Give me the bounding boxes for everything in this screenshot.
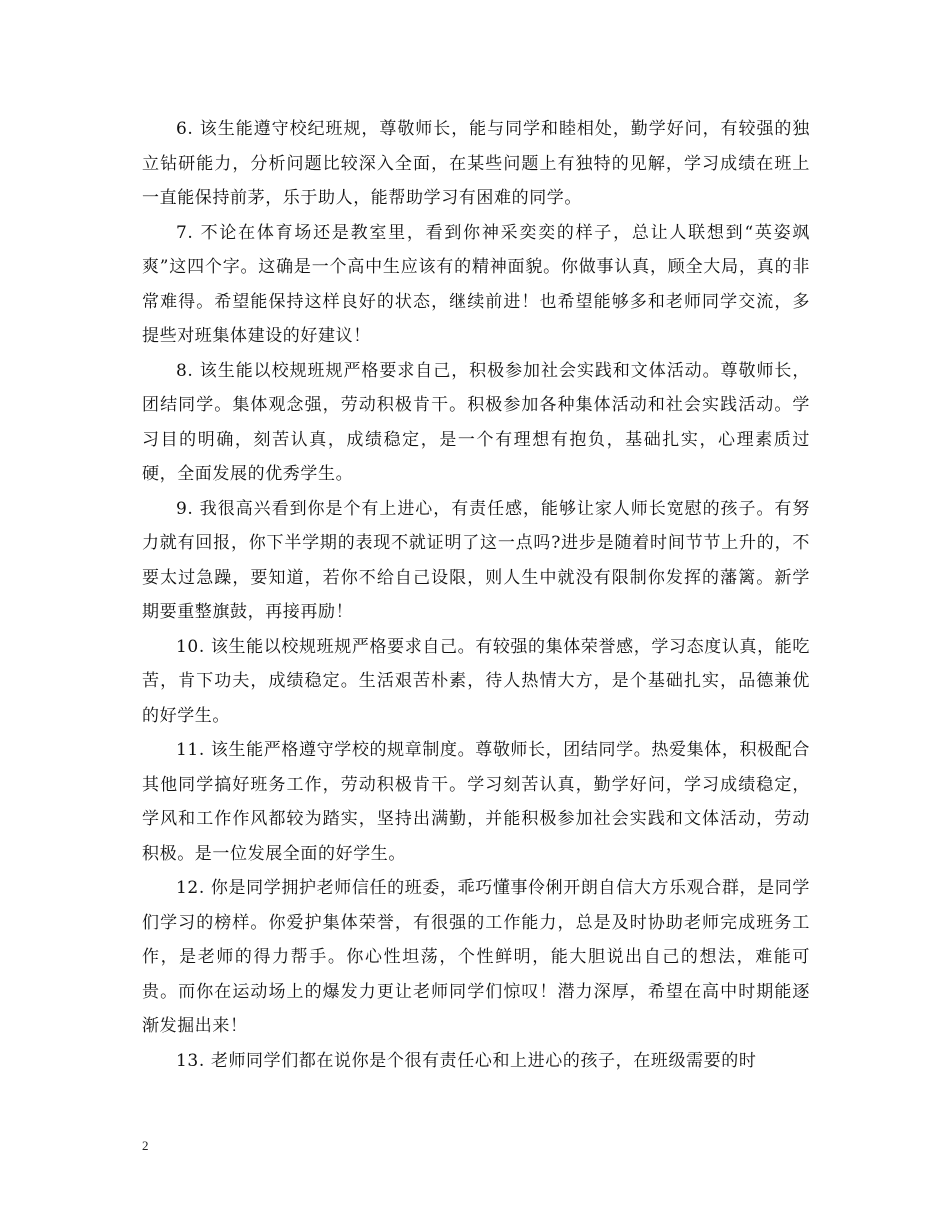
paragraph-10: 10. 该生能以校规班规严格要求自己。有较强的集体荣誉感，学习态度认真，能吃苦，肯下功夫，成绩稳定。生活艰苦朴素，待人热情大方，是个基础扎实，品德兼优的好学生。	[142, 636, 810, 726]
paragraph-7: 7. 不论在体育场还是教室里，看到你神采奕奕的样子，总让人联想到“英姿飒爽”这四个字。这确是一个高中生应该有的精神面貌。你做事认真，顾全大局，真的非常难得。希望能保持这样良好的状态，继续前进！也希望能够多和老师同学交流，多提些对班集体建设的好建议！	[142, 222, 810, 346]
page-number: 2	[142, 1138, 149, 1153]
paragraph-13: 13. 老师同学们都在说你是个很有责任心和上进心的孩子，在班级需要的时	[176, 1050, 757, 1071]
paragraph-6: 6. 该生能遵守校纪班规，尊敬师长，能与同学和睦相处，勤学好问，有较强的独立钻研能力，分析问题比较深入全面，在某些问题上有独特的见解，学习成绩在班上一直能保持前茅，乐于助人，能帮助学习有困难的同学。	[142, 119, 810, 208]
paragraph-11: 11. 该生能严格遵守学校的规章制度。尊敬师长，团结同学。热爱集体，积极配合其他同学搞好班务工作，劳动积极肯干。学习刻苦认真，勤学好问，学习成绩稳定，学风和工作作风都较为踏实，坚持出满勤，并能积极参加社会实践和文体活动，劳动积极。是一位发展全面的好学生。	[142, 740, 810, 864]
paragraph-8: 8. 该生能以校规班规严格要求自己，积极参加社会实践和文体活动。尊敬师长，团结同学。集体观念强，劳动积极肯干。积极参加各种集体活动和社会实践活动。学习目的明确，刻苦认真，成绩稳定，是一个有理想有抱负，基础扎实，心理素质过硬，全面发展的优秀学生。	[142, 360, 810, 484]
paragraph-9: 9. 我很高兴看到你是个有上进心，有责任感，能够让家人师长宽慰的孩子。有努力就有回报，你下半学期的表现不就证明了这一点吗?进步是随着时间节节上升的，不要太过急躁，要知道，若你不给自己设限，则人生中就没有限制你发挥的藩篱。新学期要重整旗鼓，再接再励！	[142, 498, 810, 622]
paragraph-12: 12. 你是同学拥护老师信任的班委，乖巧懂事伶俐开朗自信大方乐观合群，是同学们学习的榜样。你爱护集体荣誉，有很强的工作能力，总是及时协助老师完成班务工作，是老师的得力帮手。你心性坦荡，个性鲜明，能大胆说出自己的想法，难能可贵。而你在运动场上的爆发力更让老师同学们惊叹！潜力深厚，希望在高中时期能逐渐发掘出来！	[142, 878, 810, 1036]
document-body	[142, 112, 810, 1078]
